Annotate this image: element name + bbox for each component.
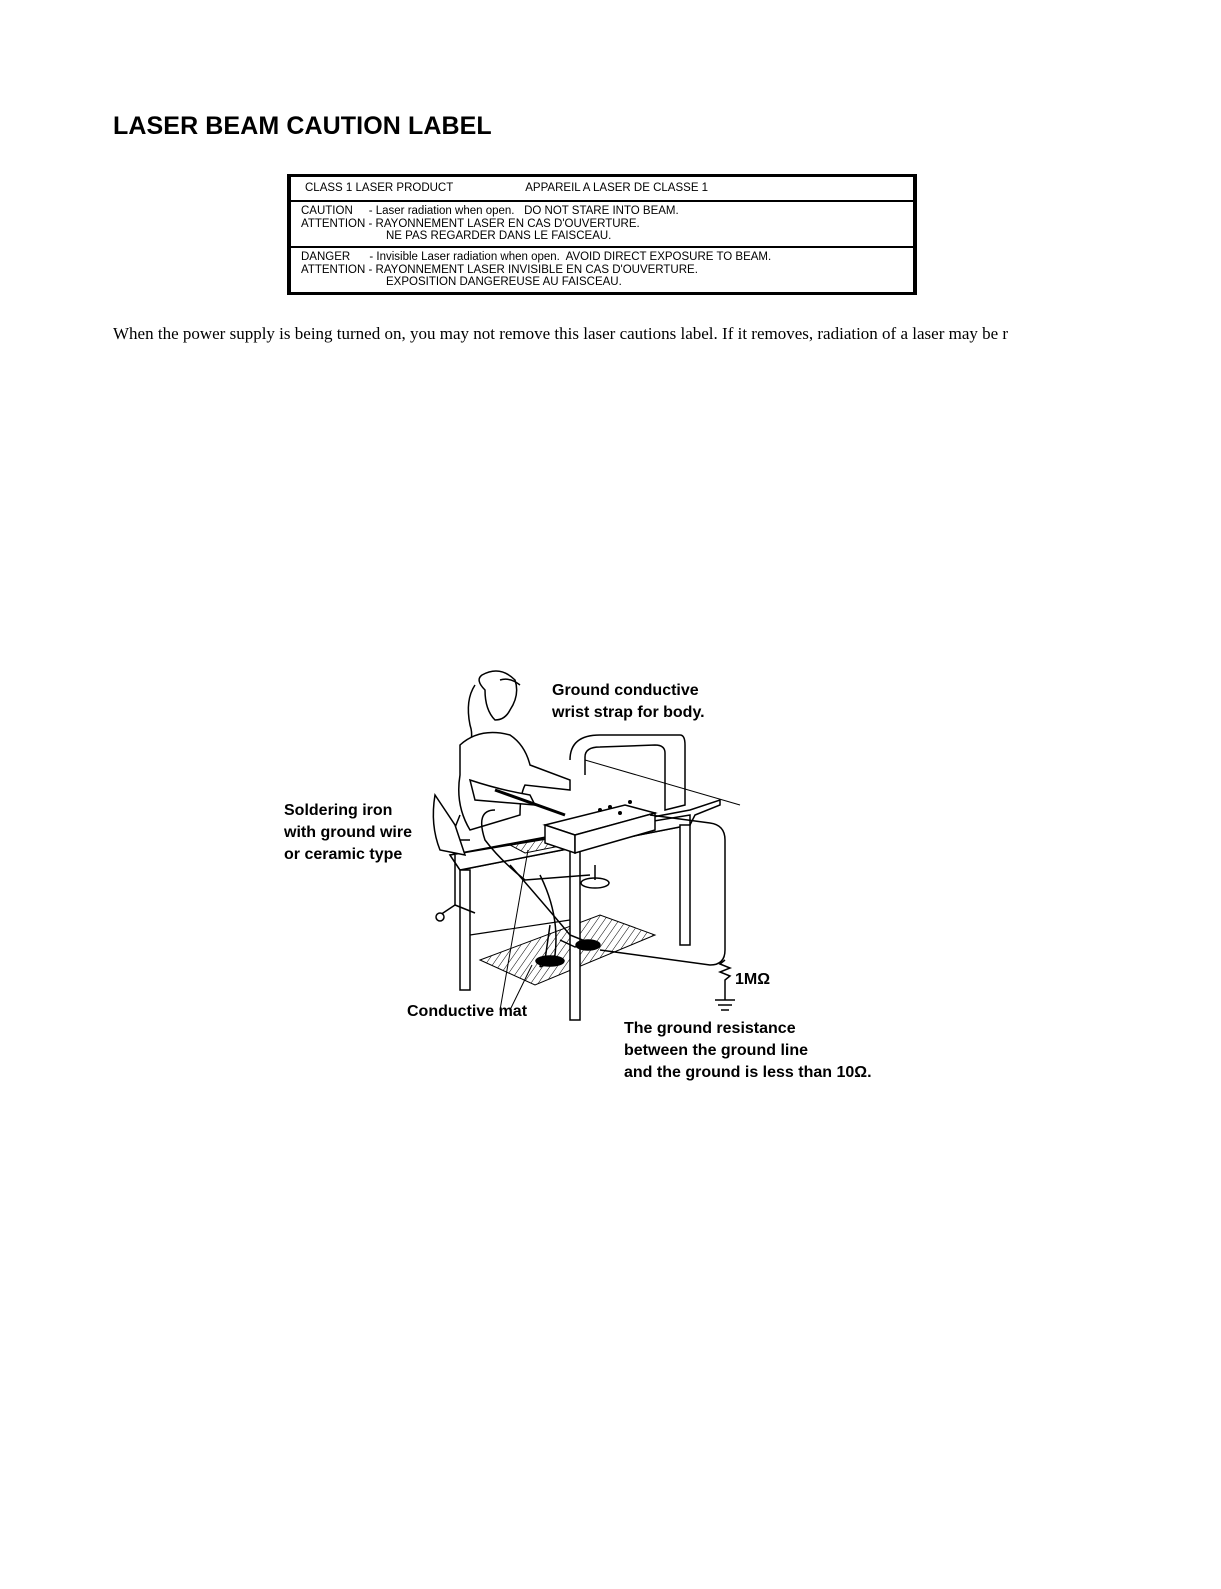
ground-symbol (715, 990, 735, 1010)
soldering-label-1: Soldering iron (284, 802, 393, 819)
label-caution-line-1: CAUTION - Laser radiation when open. DO NOT STARE INTO BEAM. (301, 205, 679, 217)
label-danger-line-1: DANGER - Invisible Laser radiation when open. AVOID DIRECT EXPOSURE TO BEAM. (301, 251, 772, 263)
ground-note-line-3: and the ground is less than 10Ω. (624, 1064, 872, 1081)
soldering-label-2: with ground wire (284, 824, 412, 841)
resistor-symbol (720, 960, 730, 990)
label-danger-line-3: EXPOSITION DANGEREUSE AU FAISCEAU. (386, 276, 622, 288)
conductive-mat-label: Conductive mat (407, 1003, 528, 1020)
ground-note-line-2: between the ground line (624, 1042, 809, 1059)
resistor-label: 1MΩ (735, 971, 771, 988)
warning-paragraph: When the power supply is being turned on, you may not remove this laser cautions label. If it removes, radiation of a laser may be r (113, 324, 1009, 343)
desk-leg (460, 870, 470, 990)
soldering-label-3: or ceramic type (284, 846, 403, 863)
label-caution-line-2: ATTENTION - RAYONNEMENT LASER EN CAS D'OUVERTURE. (301, 217, 640, 230)
label-danger-row (291, 248, 913, 292)
desk-leg (680, 825, 690, 945)
label-danger-line-2: ATTENTION - RAYONNEMENT LASER INVISIBLE EN CAS D'OUVERTURE. (301, 263, 698, 276)
wrist-strap-label-1: Ground conductive (552, 682, 699, 699)
esd-workstation-figure (270, 665, 930, 1095)
label-class-row (291, 177, 913, 200)
page-heading: LASER BEAM CAUTION LABEL (113, 112, 492, 140)
laser-caution-label (287, 174, 917, 295)
label-caution-row (291, 202, 913, 246)
label-caution-line-3: NE PAS REGARDER DANS LE FAISCEAU. (386, 230, 612, 242)
wrist-strap-label-2: wrist strap for body. (552, 704, 705, 721)
ground-note-line-1: The ground resistance (624, 1020, 796, 1037)
label-class-french: APPAREIL A LASER DE CLASSE 1 (525, 182, 709, 195)
label-class-english: CLASS 1 LASER PRODUCT (305, 182, 454, 195)
